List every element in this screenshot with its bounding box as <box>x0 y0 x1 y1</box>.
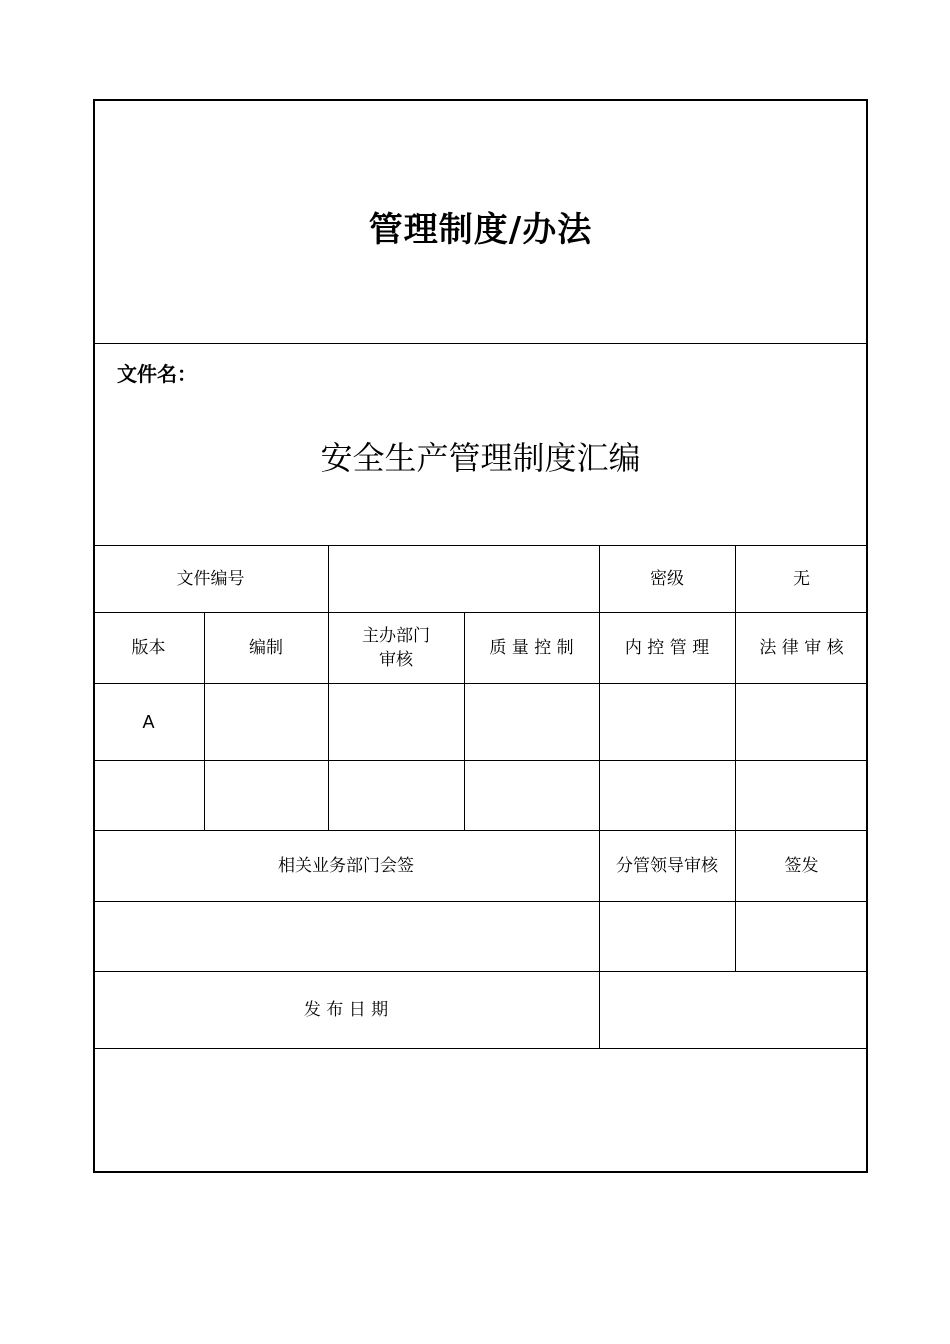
divider <box>93 760 868 761</box>
dept-review-header <box>328 612 464 683</box>
page-title: 管理制度/办法 <box>368 210 593 250</box>
document-name: 安全生产管理制度汇编 <box>320 439 641 477</box>
internal-control-header: 内 控 管 理 <box>624 637 710 658</box>
compiled-header: 编制 <box>249 637 283 658</box>
dept-review-header-line2: 审核 <box>379 649 413 670</box>
version-cell <box>93 760 204 830</box>
file-number-label: 文件编号 <box>176 568 245 589</box>
version-cell: A <box>142 711 155 732</box>
version-header: 版本 <box>131 637 166 658</box>
secret-level-value: 无 <box>793 568 810 589</box>
divider <box>93 1048 868 1049</box>
dept-review-header-line1: 主办部门 <box>362 625 430 646</box>
legal-review-header: 法 律 审 核 <box>759 637 844 658</box>
divider <box>93 683 868 684</box>
issue-label: 签发 <box>784 855 819 876</box>
secret-level-label: 密级 <box>650 568 684 589</box>
related-depts-label: 相关业务部门会签 <box>278 855 414 876</box>
file-name-label: 文件名： <box>117 362 197 386</box>
file-number-value <box>328 545 599 612</box>
divider <box>93 343 868 344</box>
release-date-label: 发 布 日 期 <box>303 999 389 1020</box>
quality-control-header: 质 量 控 制 <box>489 637 574 658</box>
leader-review-label: 分管领导审核 <box>616 855 718 876</box>
divider <box>93 901 868 902</box>
